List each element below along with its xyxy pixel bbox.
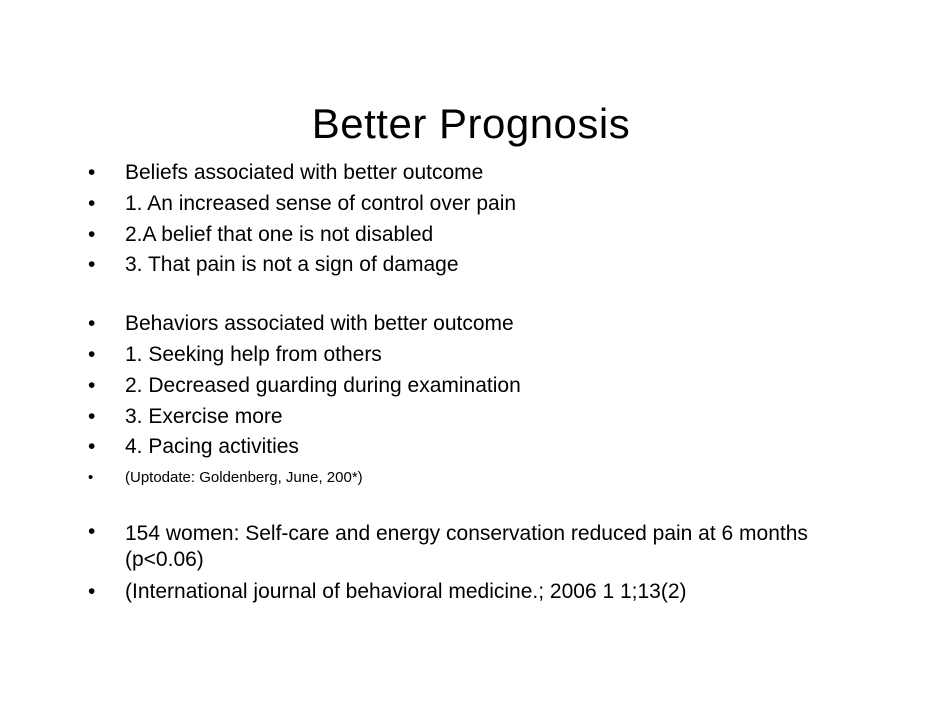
citation-item — [88, 463, 888, 493]
bullet-glyph: • — [88, 222, 96, 246]
bullet-item — [88, 309, 888, 340]
study-group — [88, 519, 888, 608]
beliefs-group — [88, 158, 888, 281]
bullet-glyph: • — [88, 435, 96, 459]
bullet-item — [88, 402, 888, 433]
bullet-glyph: • — [88, 520, 96, 544]
bullet-text: 2.A belief that one is not disabled — [125, 222, 434, 246]
bullet-item — [88, 577, 888, 608]
bullet-item — [88, 220, 888, 251]
bullet-glyph: • — [88, 342, 96, 366]
bullet-item — [88, 432, 888, 463]
bullet-glyph: • — [88, 191, 96, 215]
bullet-glyph: • — [88, 404, 96, 428]
bullet-text: 154 women: Self-care and energy conservation reduced pain at 6 months (p<0.06) — [125, 522, 808, 572]
slide-title: Better Prognosis — [311, 100, 631, 147]
bullet-text: (International journal of behavioral medicine.; 2006 1 1;13(2) — [125, 580, 687, 604]
bullet-item — [88, 371, 888, 402]
bullet-list — [88, 158, 888, 608]
bullet-item — [88, 158, 888, 189]
bullet-text: 4. Pacing activities — [125, 435, 299, 459]
bullet-text: Beliefs associated with better outcome — [125, 161, 484, 184]
bullet-item — [88, 340, 888, 371]
bullet-text: 3. Exercise more — [125, 404, 283, 428]
bullet-item — [88, 189, 888, 220]
bullet-text: Behaviors associated with better outcome — [125, 312, 514, 336]
bullet-glyph: • — [88, 312, 96, 336]
bullet-text: 3. That pain is not a sign of damage — [125, 253, 459, 277]
behaviors-group — [88, 309, 888, 493]
bullet-glyph: • — [88, 253, 96, 277]
bullet-glyph: • — [88, 373, 96, 397]
bullet-text: 1. Seeking help from others — [125, 342, 382, 366]
bullet-glyph: • — [88, 580, 96, 604]
bullet-item — [88, 250, 888, 281]
bullet-glyph: • — [88, 469, 94, 487]
bullet-text: 1. An increased sense of control over pain — [125, 191, 517, 215]
bullet-text: 2. Decreased guarding during examination — [125, 373, 521, 397]
citation-text: (Uptodate: Goldenberg, June, 200*) — [125, 469, 363, 487]
bullet-glyph: • — [88, 161, 96, 184]
bullet-item — [88, 519, 888, 577]
